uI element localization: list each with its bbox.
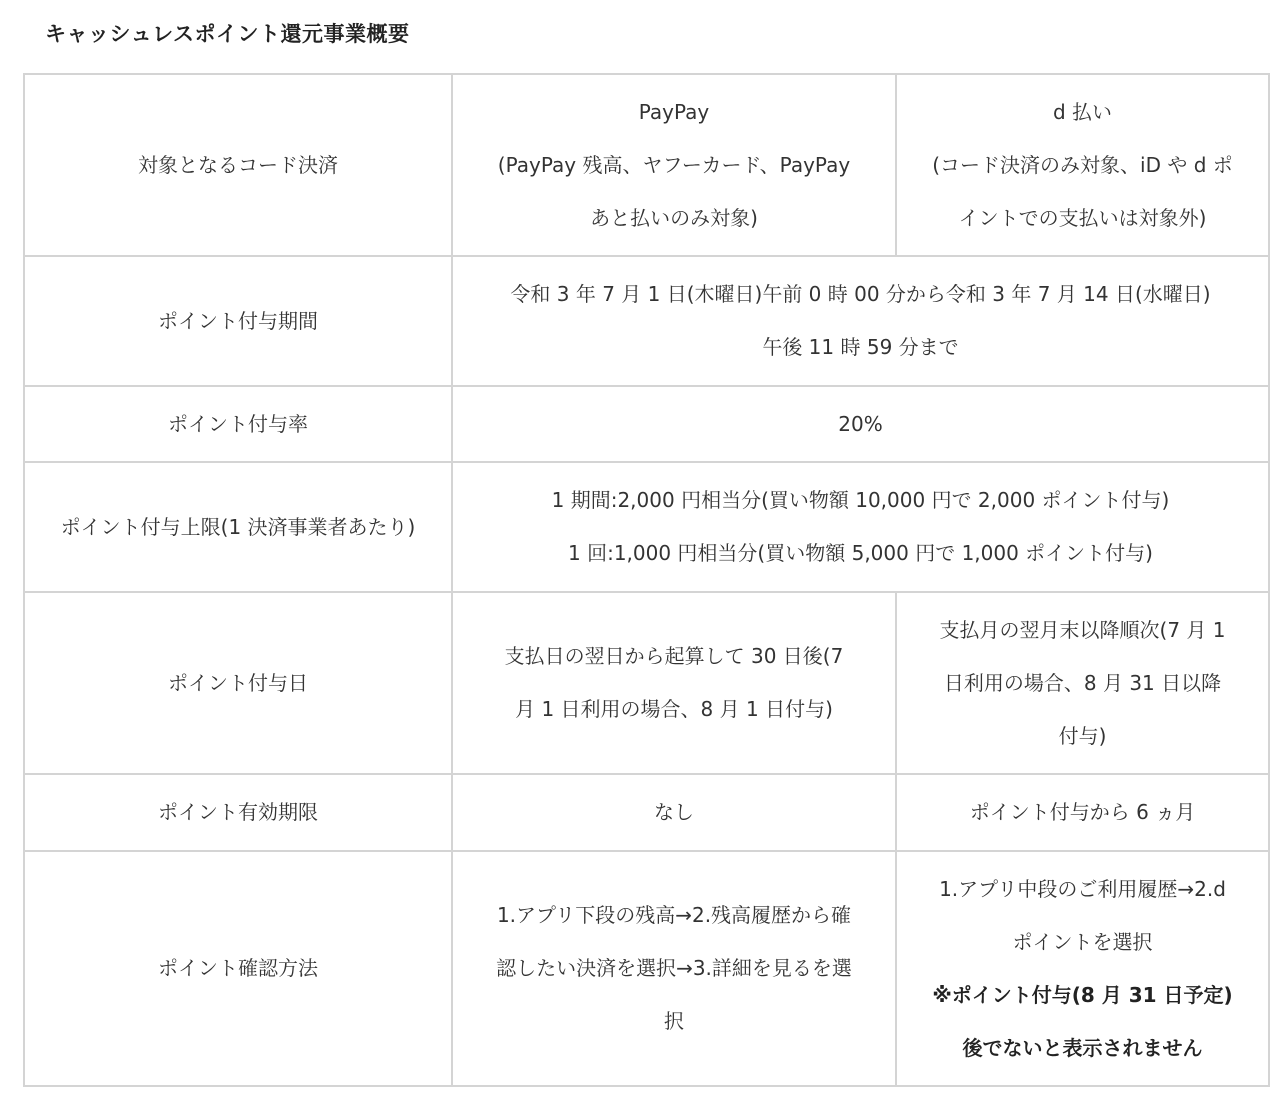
row-label-code-payment: 対象となるコード決済 bbox=[24, 74, 452, 256]
row-label-limit: ポイント付与上限(1 決済事業者あたり) bbox=[24, 462, 452, 592]
cell-line: あと払いのみ対象) bbox=[590, 205, 758, 230]
cell-line: d 払い bbox=[1052, 99, 1113, 124]
cell-line: 1.アプリ中段のご利用履歴→2.d bbox=[939, 876, 1226, 901]
table-row bbox=[24, 774, 1269, 851]
cell-line: 択 bbox=[664, 1009, 684, 1033]
note-line: ※ポイント付与(8 月 31 日予定) bbox=[932, 982, 1233, 1007]
cell-line: 月 1 日利用の場合、8 月 1 日付与) bbox=[515, 697, 833, 721]
dbarai-cell-confirm bbox=[896, 851, 1269, 1086]
cell-line: 1 回:1,000 円相当分(買い物額 5,000 円で 1,000 ポイント付与) bbox=[568, 541, 1153, 565]
table-row bbox=[24, 592, 1269, 774]
row-label-rate: ポイント付与率 bbox=[24, 386, 452, 462]
paypay-cell-confirm bbox=[452, 851, 896, 1086]
note-line: 後でないと表示されません bbox=[962, 1035, 1203, 1060]
value-cell-limit bbox=[452, 462, 1269, 592]
cell-line: (PayPay 残高、ヤフーカード、PayPay bbox=[497, 152, 851, 177]
cell-line: 付与) bbox=[1058, 723, 1107, 748]
page-title: キャッシュレスポイント還元事業概要 bbox=[45, 22, 410, 46]
paypay-cell-grant-date bbox=[452, 592, 896, 774]
table-row bbox=[24, 386, 1269, 462]
cell-line: ポイントを選択 bbox=[1012, 929, 1153, 954]
cell-line: 認したい決済を選択→3.詳細を見るを選 bbox=[496, 956, 852, 980]
paypay-cell-expiry: なし bbox=[452, 774, 896, 851]
cell-line: 支払日の翌日から起算して 30 日後(7 bbox=[504, 644, 844, 668]
dbarai-cell-expiry: ポイント付与から 6 ヵ月 bbox=[896, 774, 1269, 851]
dbarai-cell-grant-date bbox=[896, 592, 1269, 774]
table-row bbox=[24, 256, 1269, 386]
table-row bbox=[24, 851, 1269, 1086]
value-cell-rate: 20% bbox=[452, 386, 1269, 462]
overview-table bbox=[23, 73, 1270, 1087]
row-label-period: ポイント付与期間 bbox=[24, 256, 452, 386]
row-label-expiry: ポイント有効期限 bbox=[24, 774, 452, 851]
cell-line: 1.アプリ下段の残高→2.残高履歴から確 bbox=[496, 903, 852, 927]
cell-line: (コード決済のみ対象、iD や d ポ bbox=[932, 152, 1233, 177]
value-cell-period bbox=[452, 256, 1269, 386]
cell-line: 日利用の場合、8 月 31 日以降 bbox=[943, 670, 1222, 695]
dbarai-cell-code-payment bbox=[896, 74, 1269, 256]
cell-line: 支払月の翌月末以降順次(7 月 1 bbox=[939, 617, 1226, 642]
cell-line: 1 期間:2,000 円相当分(買い物額 10,000 円で 2,000 ポイント付与) bbox=[551, 488, 1170, 512]
row-label-confirm: ポイント確認方法 bbox=[24, 851, 452, 1086]
cell-line: 午後 11 時 59 分まで bbox=[762, 335, 959, 359]
cell-line: PayPay bbox=[638, 99, 710, 124]
table-row bbox=[24, 74, 1269, 256]
table-row bbox=[24, 462, 1269, 592]
cell-line: イントでの支払いは対象外) bbox=[958, 205, 1207, 230]
row-label-grant-date: ポイント付与日 bbox=[24, 592, 452, 774]
cell-line: 令和 3 年 7 月 1 日(木曜日)午前 0 時 00 分から令和 3 年 7 月 14 日(水曜日) bbox=[510, 282, 1211, 306]
paypay-cell-code-payment bbox=[452, 74, 896, 256]
